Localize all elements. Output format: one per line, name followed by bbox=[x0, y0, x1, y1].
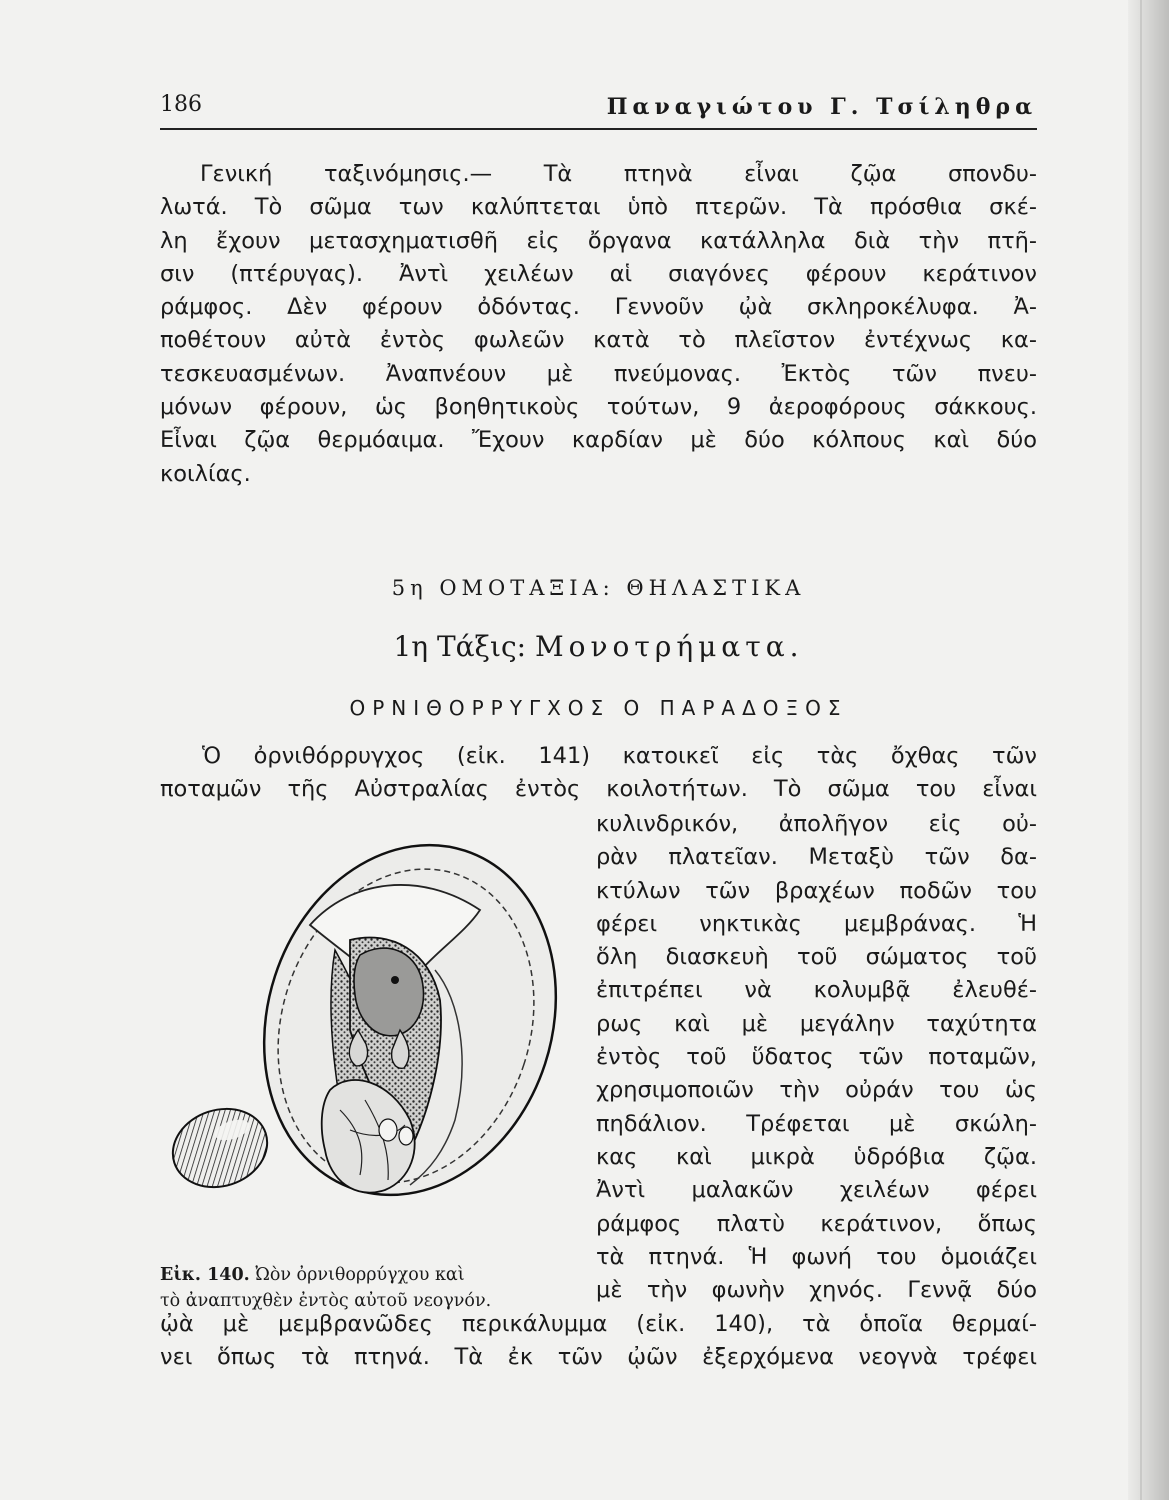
text-line: ρως καὶ μὲ μεγάλην ταχύτητα bbox=[596, 1010, 1037, 1037]
small-egg-drawing bbox=[163, 1097, 278, 1199]
text-line: ποθέτουν αὐτὰ ἐντὸς φωλεῶν κατὰ τὸ πλεῖστον ἐντέχνως κα- bbox=[160, 327, 1037, 354]
text-line: φέρει νηκτικὰς μεμβράνας. Ἡ bbox=[596, 910, 1037, 937]
text-line: λη ἔχουν μετασχηματισθῆ εἰς ὄργανα κατάλληλα διὰ τὴν πτῆ- bbox=[160, 227, 1037, 254]
text-line: ὅλη διασκευὴ τοῦ σώματος τοῦ bbox=[596, 944, 1037, 971]
text-line: ράμφος. Δὲν φέρουν ὀδόντας. Γεννοῦν ᾠὰ σκληροκέλυφα. Ἀ- bbox=[160, 294, 1037, 321]
page-edge-shadow bbox=[1128, 0, 1169, 1500]
text-line: ἐπιτρέπει νὰ κολυμβᾷ ἐλευθέ- bbox=[596, 977, 1037, 1004]
text-line: χρησιμοποιῶν τὴν οὐράν του ὡς bbox=[596, 1077, 1037, 1104]
order-prefix: 1η Τάξις: bbox=[393, 630, 527, 663]
text-line: ἐντὸς τοῦ ὕδατος τῶν ποταμῶν, bbox=[596, 1044, 1037, 1071]
text-line: κυλινδρικόν, ἀπολῆγον εἰς οὐ- bbox=[596, 811, 1037, 837]
text-line: κας καὶ μικρὰ ὑδρόβια ζῷα. bbox=[596, 1143, 1037, 1170]
figure-label: Εἰκ. 140. bbox=[160, 1265, 250, 1285]
text-line: Γενική ταξινόμησις.— Τὰ πτηνὰ εἶναι ζῷα σπονδυ- bbox=[200, 161, 1037, 187]
text-line: τεσκευασμένων. Ἀναπνέουν μὲ πνεύμονας. Ἐκτὸς τῶν πνευ- bbox=[160, 360, 1037, 387]
order-name: Μονοτρήματα. bbox=[534, 630, 804, 663]
text-line: λωτά. Τὸ σῶμα των καλύπτεται ὑπὸ πτερῶν. Τὰ πρόσθια σκέ- bbox=[160, 194, 1037, 221]
text-line: ράμφος πλατὺ κεράτινον, ὅπως bbox=[596, 1210, 1037, 1237]
text-line: Ἀντὶ μαλακῶν χειλέων φέρει bbox=[596, 1177, 1037, 1204]
text-line: κτύλων τῶν βραχέων ποδῶν του bbox=[596, 877, 1037, 904]
platypus-closing-lines bbox=[160, 1308, 1037, 1375]
text-line: μόνων φέρουν, ὡς βοηθητικοὺς τούτων, 9 ἀεροφόρους σάκκους. bbox=[160, 394, 1037, 421]
order-heading bbox=[160, 630, 1037, 663]
caption-line-2: τὸ ἀναπτυχθὲν ἐντὸς αὐτοῦ νεογνόν. bbox=[160, 1291, 492, 1311]
caption-line-1: Ὠὸν ὀρνιθορρύγχου καὶ bbox=[255, 1265, 465, 1285]
page-gutter-line bbox=[1140, 0, 1142, 1500]
platypus-egg-illustration bbox=[160, 830, 580, 1250]
birds-classification-paragraph bbox=[160, 158, 1037, 491]
text-line: νει ὅπως τὰ πτηνά. Τὰ ἐκ τῶν ᾠῶν ἐξερχόμενα νεογνὰ τρέφει bbox=[160, 1344, 1037, 1371]
text-line: τὰ πτηνά. Ἡ φωνή του ὁμοιάζει bbox=[596, 1243, 1037, 1270]
page-header bbox=[160, 88, 1037, 130]
platypus-column-text bbox=[596, 808, 1037, 1307]
opened-egg-drawing bbox=[220, 830, 580, 1233]
text-line: Εἶναι ζῷα θερμόαιμα. Ἔχουν καρδίαν μὲ δύο κόλπους καὶ δύο bbox=[160, 427, 1037, 454]
text-line: μὲ τὴν φωνὴν χηνός. Γεννᾷ δύο bbox=[596, 1277, 1037, 1304]
text-line: σιν (πτέρυγας). Ἀντὶ χειλέων αἱ σιαγόνες φέρουν κεράτινον bbox=[160, 260, 1037, 287]
text-line: ρὰν πλατεῖαν. Μεταξὺ τῶν δα- bbox=[596, 844, 1037, 871]
species-heading: ΟΡΝΙΘΟΡΡΥΓΧΟΣ Ο ΠΑΡΑΔΟΞΟΣ bbox=[349, 696, 848, 720]
figure-caption bbox=[160, 1262, 580, 1314]
text-line: πηδάλιον. Τρέφεται μὲ σκώλη- bbox=[596, 1110, 1037, 1137]
text-line: ᾠὰ μὲ μεμβρανῶδες περικάλυμμα (εἰκ. 140), τὰ ὁποῖα θερμαί- bbox=[160, 1311, 1037, 1337]
text-line: κοιλίας. bbox=[160, 460, 251, 487]
text-line: Ὁ ὀρνιθόρρυγχος (εἰκ. 141) κατοικεῖ εἰς τὰς ὄχθας τῶν bbox=[202, 743, 1037, 769]
class-heading: 5η ΟΜΟΤΑΞΙΑ: ΘΗΛΑΣΤΙΚΑ bbox=[391, 576, 806, 600]
platypus-intro-lines bbox=[160, 740, 1037, 807]
page-number: 186 bbox=[160, 92, 202, 117]
text-line: ποταμῶν τῆς Αὐστραλίας ἐντὸς κοιλοτήτων. Τὸ σῶμα του εἶναι bbox=[160, 776, 1037, 803]
running-title: Παναγιώτου Γ. Τσίληθρα bbox=[606, 94, 1037, 120]
